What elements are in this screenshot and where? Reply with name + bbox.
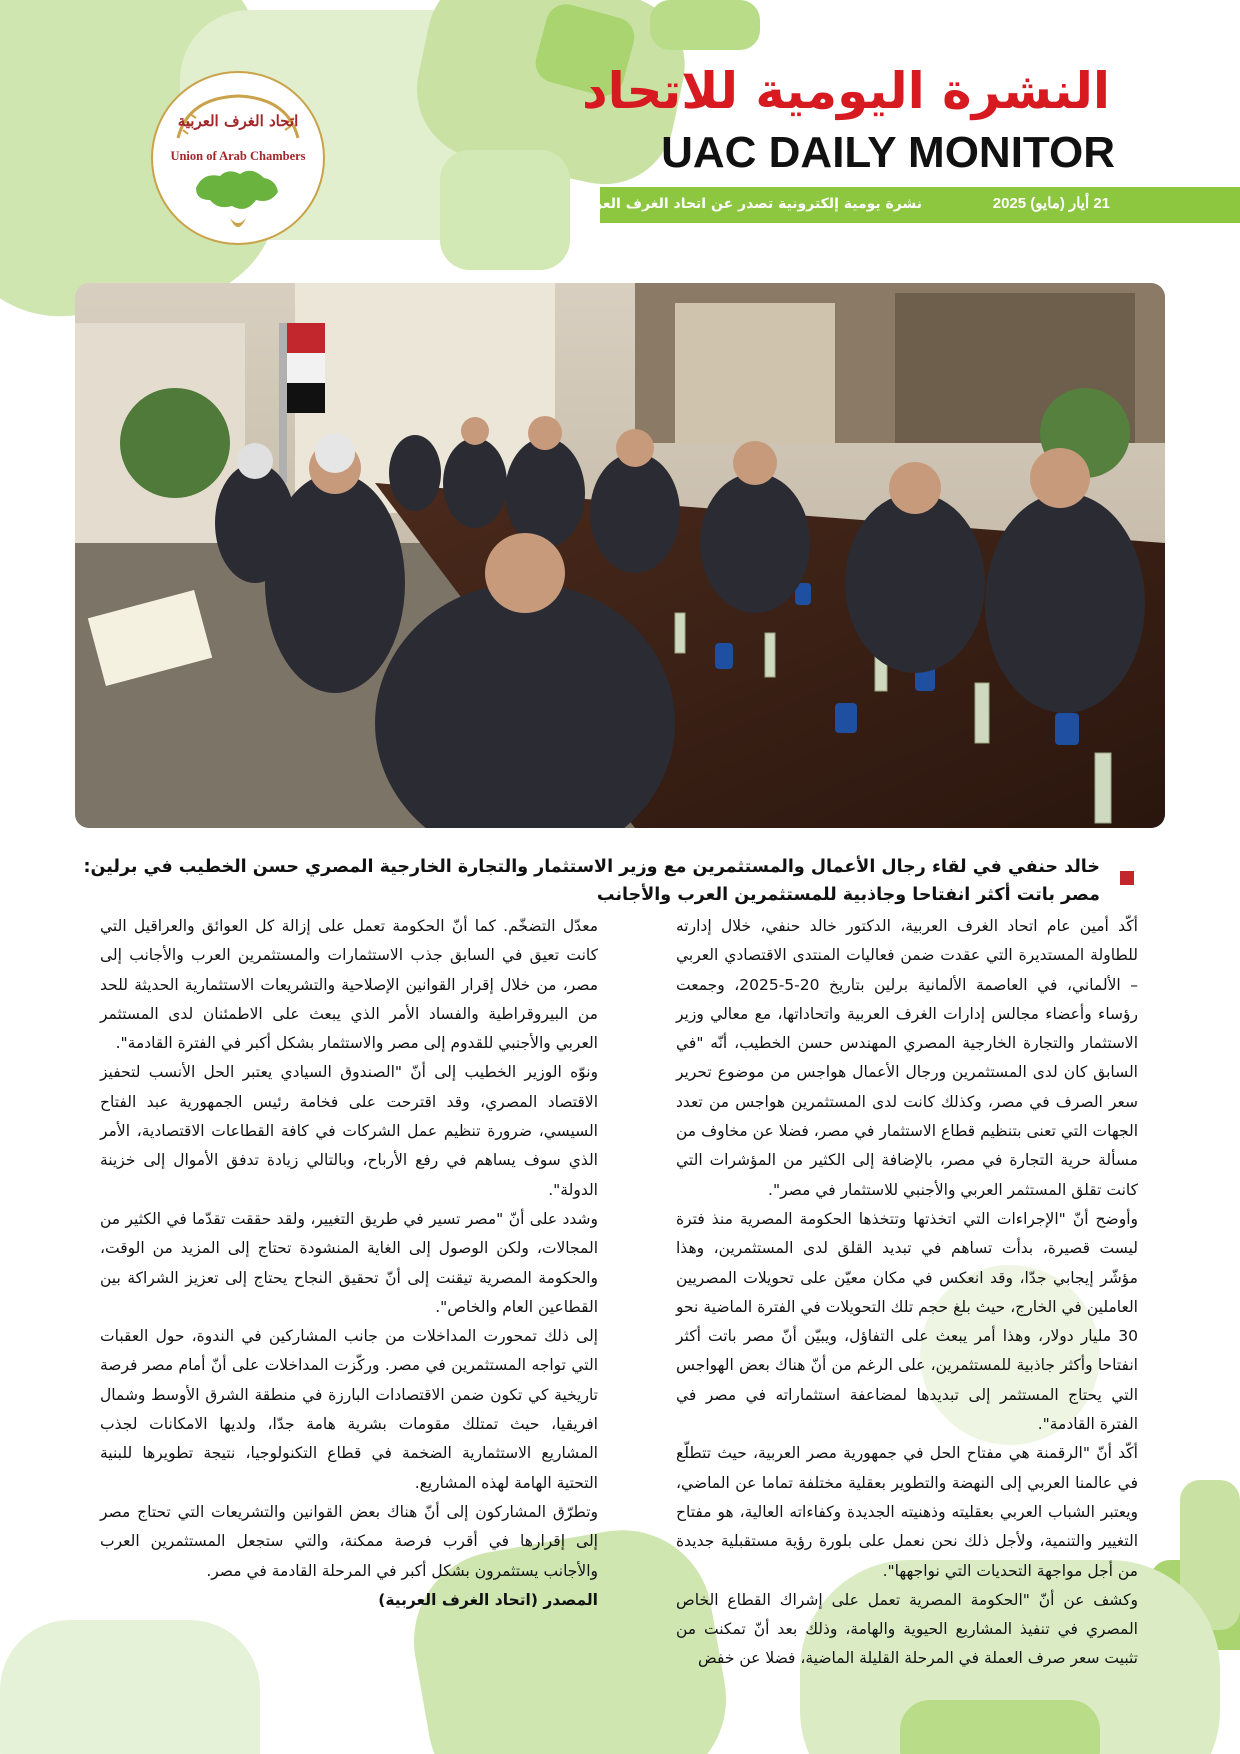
meeting-photo <box>75 283 1165 828</box>
paragraph: أكّد أمين عام اتحاد الغرف العربية، الدكتور خالد حنفي، خلال إدارته للطاولة المستديرة التي عقدت ضمن فعاليات المنتدى الاقتصادي العربي – الألماني، في العاصمة الألمانية برلين بتاريخ 20-5-2025، وجمعت رؤساء وأعضاء مجالس إدارات الغرف العربية واتحاداتها، مع معالي وزير الاستثمار والتجارة الخارجية المصري المهندس حسن الخطيب، أنّه "في السابق كان لدى المستثمرين ورجال الأعمال هواجس من موضوع تحرير سعر الصرف في مصر، وكذلك كانت لدى المستثمرين هواجس من تعدد الجهات التي تعنى بتنظيم قطاع الاستثمار في مصر، فضلا عن مخاوف من مسألة حرية التجارة في مصر، بالإضافة إلى الكثير من المؤشرات التي كانت تقلق المستثمر العربي والأجنبي للاستثمار في مصر". <box>676 917 1138 1199</box>
newsletter-title-arabic: النشرة اليومية للاتحاد <box>582 62 1110 120</box>
uac-logo <box>148 68 328 248</box>
paragraph: وأوضح أنّ "الإجراءات التي اتخذتها وتتخذها الحكومة المصرية منذ فترة ليست قصيرة، بدأت تساهم في تبديد القلق لدى المستثمرين، وهذا مؤشّر إيجابي جدّا، وقد انعكس في مكان معيّن على تحويلات المصريين العاملين في الخارج، حيث بلغ حجم تلك التحويلات في الفترة الماضية نحو 30 مليار دولار، وهذا أمر يبعث على التفاؤل، ويبيّن أنّ مصر باتت أكثر انفتاحا وأكثر جاذبية للمستثمرين، على الرغم من أنّ هناك بعض الهواجس التي يحتاج المستثمر إلى تبديدها لمضاعفة استثماراته في مصر في الفترة القادمة". <box>676 1209 1138 1434</box>
issue-date: 21 أيار (مايو) 2025 <box>992 195 1110 212</box>
svg-text:اتحاد الغرف العربية: اتحاد الغرف العربية <box>177 112 299 130</box>
paragraph: وشدد على أنّ "مصر تسير في طريق التغيير، ولقد حققت تقدّما في الكثير من المجالات، ولكن الوصول إلى الغاية المنشودة تحتاج إلى المزيد من الوقت، والحكومة المصرية تيقنت إلى أنّ تحقيق النجاح يحتاج إلى تعزيز الشراكة بين القطاعين العام والخاص". <box>100 1209 598 1316</box>
newsletter-title-english: UAC DAILY MONITOR <box>661 128 1115 177</box>
article-column-right <box>676 912 1138 1674</box>
paragraph: وتطرّق المشاركون إلى أنّ هناك بعض القوانين والتشريعات التي تحتاج مصر إلى إقرارها في أقرب فرصة ممكنة، والتي ستجعل المستثمرين العرب والأجانب يستثمرون بشكل أكبر في المرحلة القادمة في مصر. <box>100 1502 598 1580</box>
article-column-left <box>100 912 598 1615</box>
paragraph: وكشف عن أنّ "الحكومة المصرية تعمل على إشراك القطاع الخاص المصري في تنفيذ المشاريع الحيوية والهامة، وذلك بعد أنّ تمكنت من تثبيت سعر صرف العملة في المرحلة القليلة الماضية، فضلا عن خفض <box>676 1590 1138 1668</box>
svg-text:Union of Arab Chambers: Union of Arab Chambers <box>170 149 306 163</box>
headline-text: خالد حنفي في لقاء رجال الأعمال والمستثمرين مع وزير الاستثمار والتجارة الخارجية المصري حسن الخطيب في برلين: مصر باتت أكثر انفتاحا وجاذبية للمستثمرين العرب والأجانب <box>83 857 1100 905</box>
paragraph: إلى ذلك تمحورت المداخلات من جانب المشاركين في الندوة، حول العقبات التي تواجه المستثمرين في مصر. وركّزت المداخلات على أنّ أمام مصر فرصة تاريخية كي تكون ضمن الاقتصادات البارزة في منطقة الشرق الأوسط وشمال افريقيا، حيث تمتلك مقومات بشرية هامة جدّا، ولديها الامكانات لجذب المشاريع الاستثمارية الضخمة في قطاع التكنولوجيا، نتيجة تطويرها للبنية التحتية الهامة لهذه المشاريع. <box>100 1327 598 1492</box>
paragraph: ونوّه الوزير الخطيب إلى أنّ "الصندوق السيادي يعتبر الحل الأنسب لتحفيز الاقتصاد المصري، وقد اقترحت على فخامة رئيس الجمهورية عبد الفتاح السيسي، ضرورة تنظيم عمل الشركات في كافة القطاعات الاقتصادية، الأمر الذي سوف يساهم في رفع الأرباح، وبالتالي زيادة تدفق الأموال إلى خزينة الدولة". <box>100 1063 598 1199</box>
paragraph: أكّد أنّ "الرقمنة هي مفتاح الحل في جمهورية مصر العربية، حيث تتطلّع في عالمنا العربي إلى النهضة والتطوير بعقلية مختلفة تماما عن الماضي، ويعتبر الشباب العربي بعقليته وذهنيته الجديدة وكفاءاته العالية، هو مفتاح التغيير والتنمية، ولأجل ذلك نحن نعمل على بلورة رؤية مستقبلية جديدة من أجل مواجهة التحديات التي نواجهها". <box>676 1444 1138 1580</box>
article-source: المصدر (اتحاد الغرف العربية) <box>378 1590 598 1609</box>
paragraph: معدّل التضخّم. كما أنّ الحكومة تعمل على إزالة كل العوائق والعراقيل التي كانت تعيق في السابق جذب الاستثمارات والمستثمرين العرب والأجانب إلى مصر، من خلال إقرار القوانين الإصلاحية والتشريعات الاستثمارية الحديثة للحد من البيروقراطية والفساد الأمر الذي يبعث على الاطمئنان لدى المستثمر العربي والأجنبي للقدوم إلى مصر والاستثمار بشكل أكبر في الفترة القادمة". <box>100 917 598 1053</box>
newsletter-tagline: نشرة يومية إلكترونية تصدر عن اتحاد الغرف العربية <box>574 196 922 212</box>
article-headline <box>80 853 1140 909</box>
